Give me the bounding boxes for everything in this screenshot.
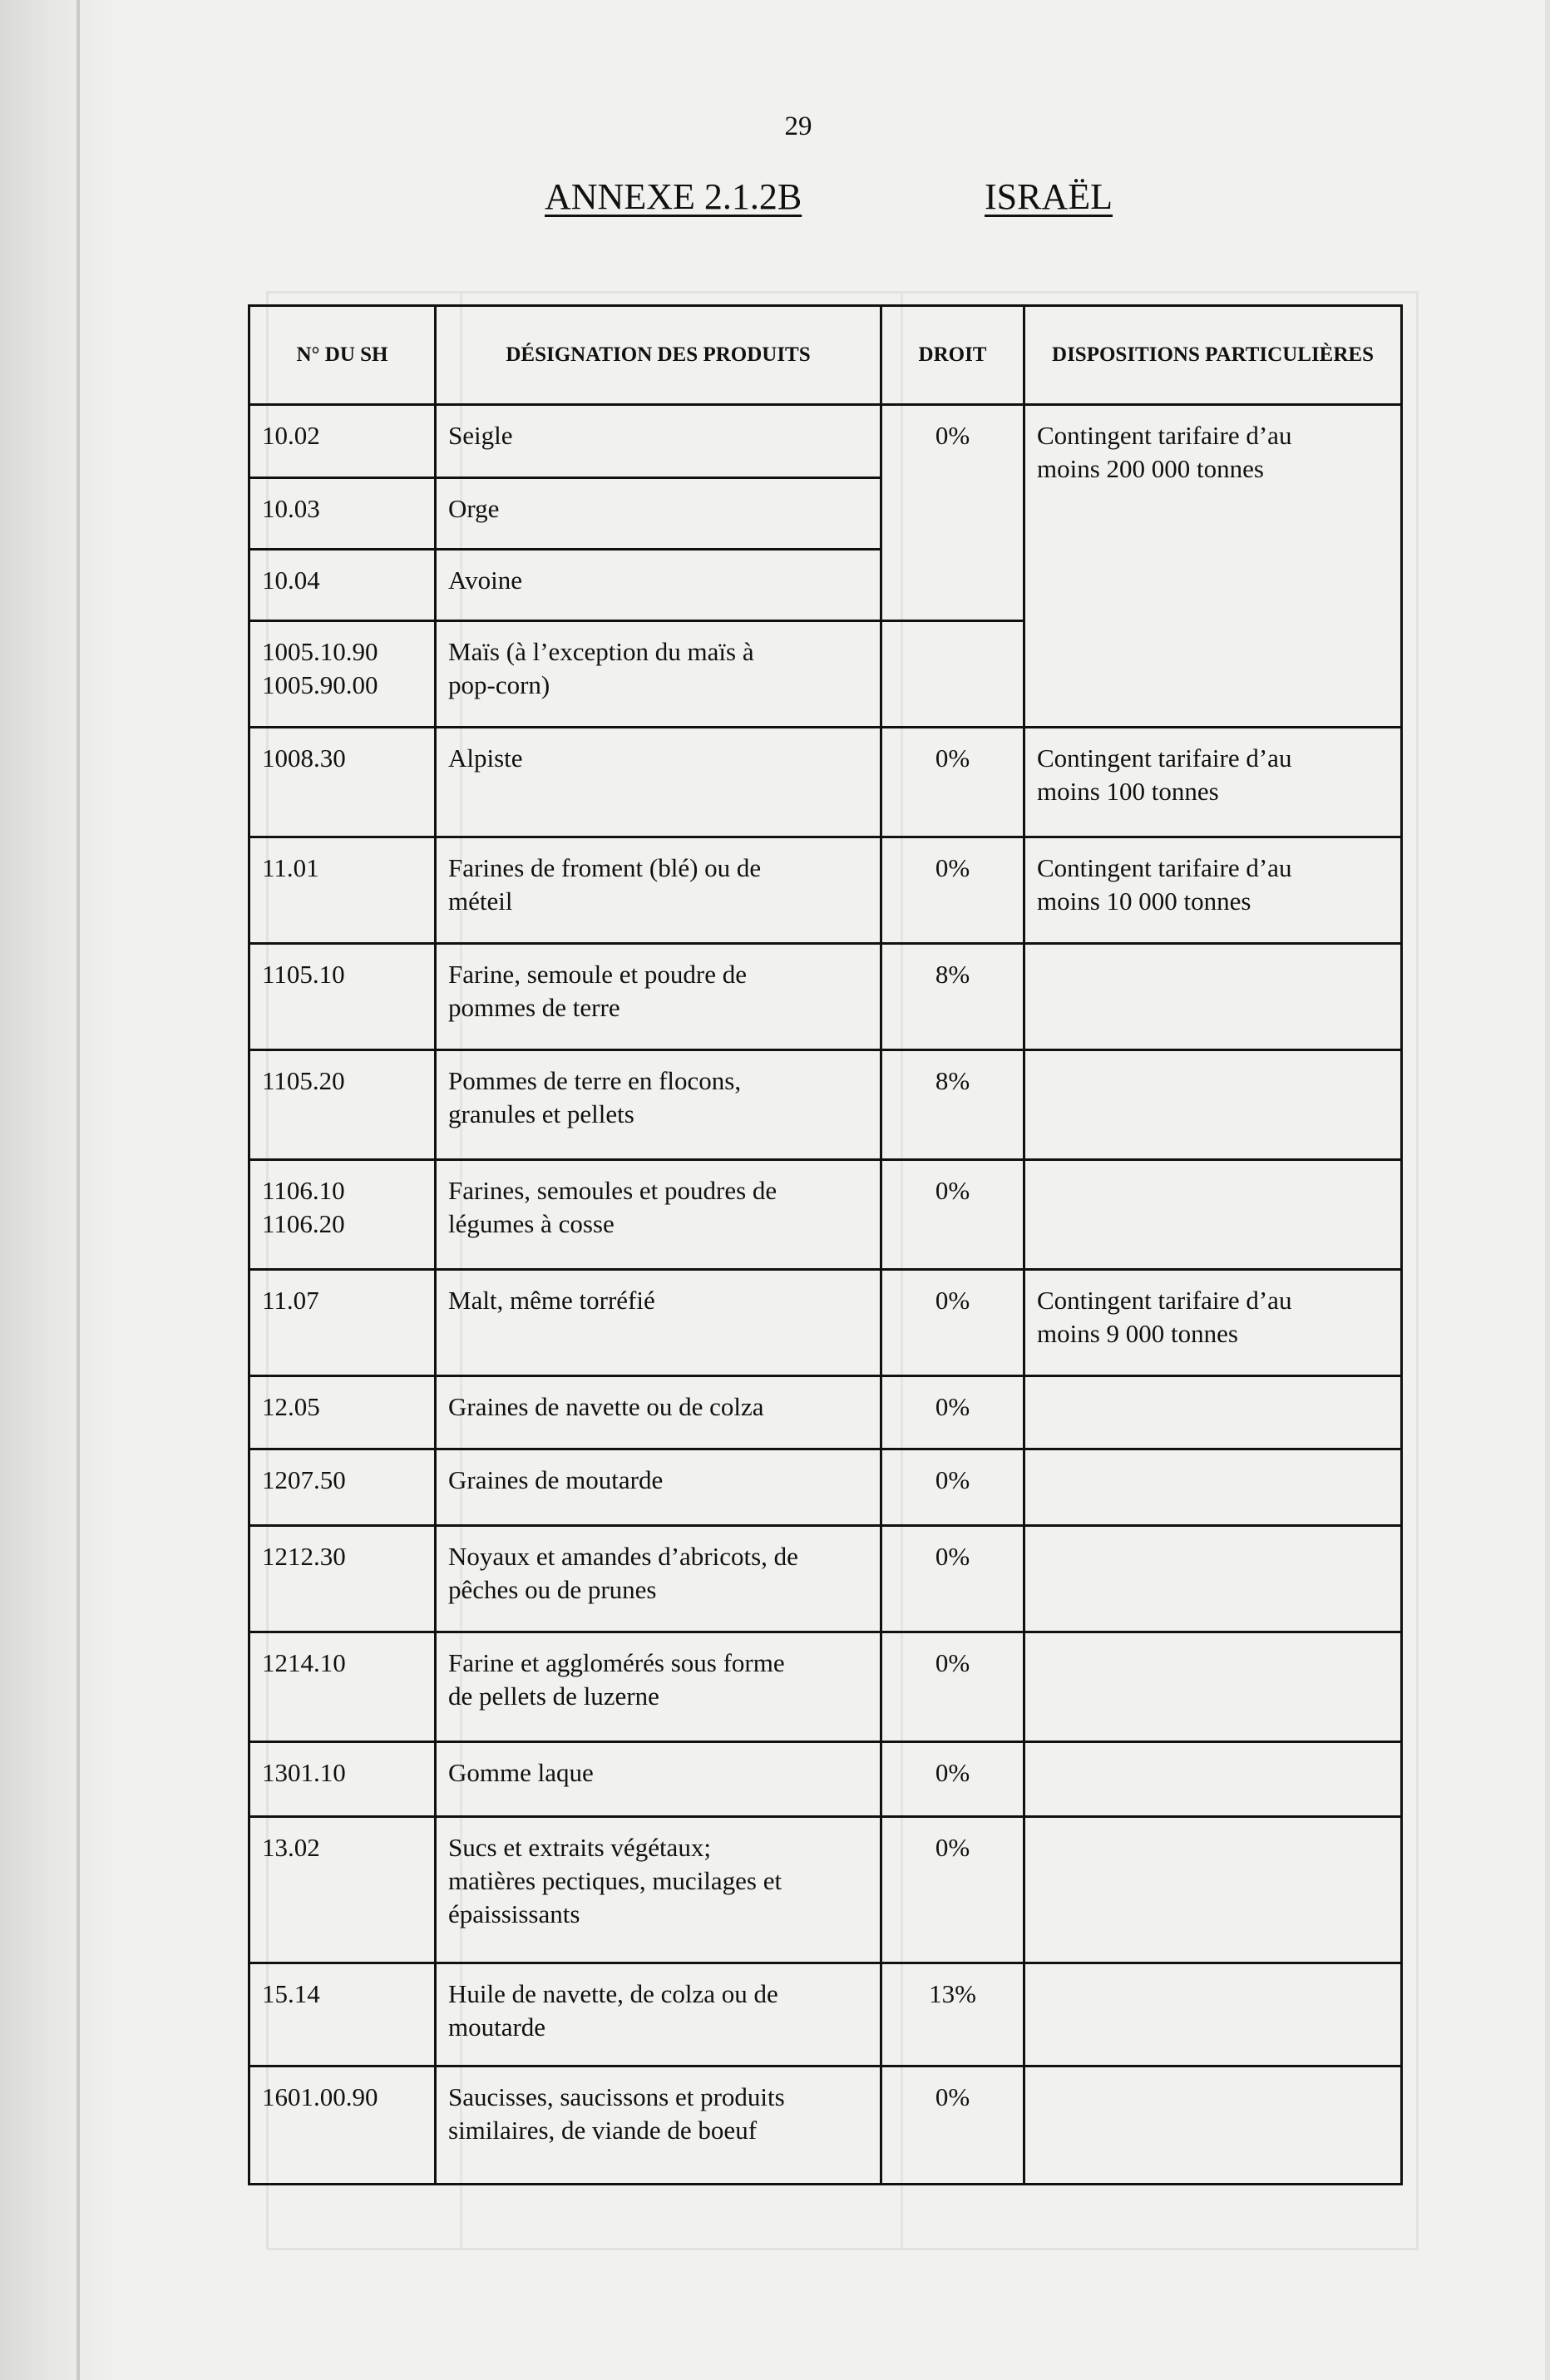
special-provisions [1024,1742,1402,1817]
page-right-edge [1545,0,1550,2380]
duty-rate: 0% [881,1742,1024,1817]
duty-rate: 0% [881,405,1024,621]
tariff-table [248,304,1403,2185]
special-provisions: Contingent tarifaire d’au moins 100 tonnes [1024,728,1402,837]
duty-rate: 0% [881,1632,1024,1742]
table-row [249,1526,1402,1632]
special-provisions [1024,1050,1402,1160]
hs-code: 1212.30 [249,1526,436,1632]
duty-rate [881,621,1024,728]
product-description: Graines de navette ou de colza [436,1376,881,1449]
special-provisions [1024,1160,1402,1270]
hs-code: 12.05 [249,1376,436,1449]
hs-code: 1106.10 1106.20 [249,1160,436,1270]
table-header-row [249,306,1402,405]
duty-rate: 8% [881,944,1024,1050]
product-description: Seigle [436,405,881,478]
product-description: Farine, semoule et poudre de pommes de terre [436,944,881,1050]
table-row [249,405,1402,478]
product-description: Farine et agglomérés sous forme de pellets de luzerne [436,1632,881,1742]
country-title: ISRAËL [985,176,1113,217]
table-row [249,1160,1402,1270]
duty-rate: 0% [881,1449,1024,1526]
product-description: Gomme laque [436,1742,881,1817]
hs-code: 11.01 [249,837,436,944]
column-header-description: DÉSIGNATION DES PRODUITS [436,306,881,405]
duty-rate: 0% [881,1376,1024,1449]
product-description: Farines, semoules et poudres de légumes à cosse [436,1160,881,1270]
duty-rate: 13% [881,1963,1024,2066]
table-row [249,1817,1402,1963]
column-header-rate: DROIT [881,306,1024,405]
special-provisions [1024,1817,1402,1963]
page-binding-line [77,0,80,2380]
special-provisions [1024,1963,1402,2066]
product-description: Maïs (à l’exception du maïs à pop-corn) [436,621,881,728]
duty-rate: 0% [881,2066,1024,2185]
special-provisions [1024,1449,1402,1526]
hs-code: 10.04 [249,550,436,621]
duty-rate: 0% [881,1817,1024,1963]
special-provisions [1024,944,1402,1050]
product-description: Noyaux et amandes d’abricots, de pêches ou de prunes [436,1526,881,1632]
special-provisions: Contingent tarifaire d’au moins 200 000 tonnes [1024,405,1402,728]
table-row [249,2066,1402,2185]
hs-code: 1301.10 [249,1742,436,1817]
product-description: Graines de moutarde [436,1449,881,1526]
duty-rate: 0% [881,728,1024,837]
hs-code: 1005.10.90 1005.90.00 [249,621,436,728]
hs-code: 1601.00.90 [249,2066,436,2185]
hs-code: 1214.10 [249,1632,436,1742]
product-description: Saucisses, saucissons et produits similaires, de viande de boeuf [436,2066,881,2185]
hs-code: 1008.30 [249,728,436,837]
column-header-notes: DISPOSITIONS PARTICULIÈRES [1024,306,1402,405]
product-description: Sucs et extraits végétaux; matières pectiques, mucilages et épaississants [436,1817,881,1963]
table-row [249,1270,1402,1376]
hs-code: 13.02 [249,1817,436,1963]
duty-rate: 0% [881,1270,1024,1376]
table-row [249,837,1402,944]
table-row [249,1742,1402,1817]
duty-rate: 0% [881,1160,1024,1270]
duty-rate: 8% [881,1050,1024,1160]
special-provisions: Contingent tarifaire d’au moins 10 000 tonnes [1024,837,1402,944]
hs-code: 10.02 [249,405,436,478]
special-provisions [1024,1526,1402,1632]
product-description: Farines de froment (blé) ou de méteil [436,837,881,944]
special-provisions: Contingent tarifaire d’au moins 9 000 tonnes [1024,1270,1402,1376]
table-row [249,1449,1402,1526]
product-description: Malt, même torréfié [436,1270,881,1376]
special-provisions [1024,1376,1402,1449]
special-provisions [1024,1632,1402,1742]
hs-code: 15.14 [249,1963,436,2066]
table-row [249,1632,1402,1742]
hs-code: 1105.10 [249,944,436,1050]
duty-rate: 0% [881,1526,1024,1632]
product-description: Pommes de terre en flocons, granules et pellets [436,1050,881,1160]
hs-code: 1105.20 [249,1050,436,1160]
table-row [249,1050,1402,1160]
product-description: Huile de navette, de colza ou de moutarde [436,1963,881,2066]
table-row [249,1376,1402,1449]
special-provisions [1024,2066,1402,2185]
table-row [249,728,1402,837]
annex-title: ANNEXE 2.1.2B [545,176,802,217]
duty-rate: 0% [881,837,1024,944]
table-row [249,1963,1402,2066]
column-header-code: N° DU SH [249,306,436,405]
hs-code: 11.07 [249,1270,436,1376]
page-number: 29 [784,111,812,141]
hs-code: 1207.50 [249,1449,436,1526]
product-description: Alpiste [436,728,881,837]
table-row [249,944,1402,1050]
page-binding-shadow [0,0,116,2380]
hs-code: 10.03 [249,478,436,550]
product-description: Avoine [436,550,881,621]
product-description: Orge [436,478,881,550]
